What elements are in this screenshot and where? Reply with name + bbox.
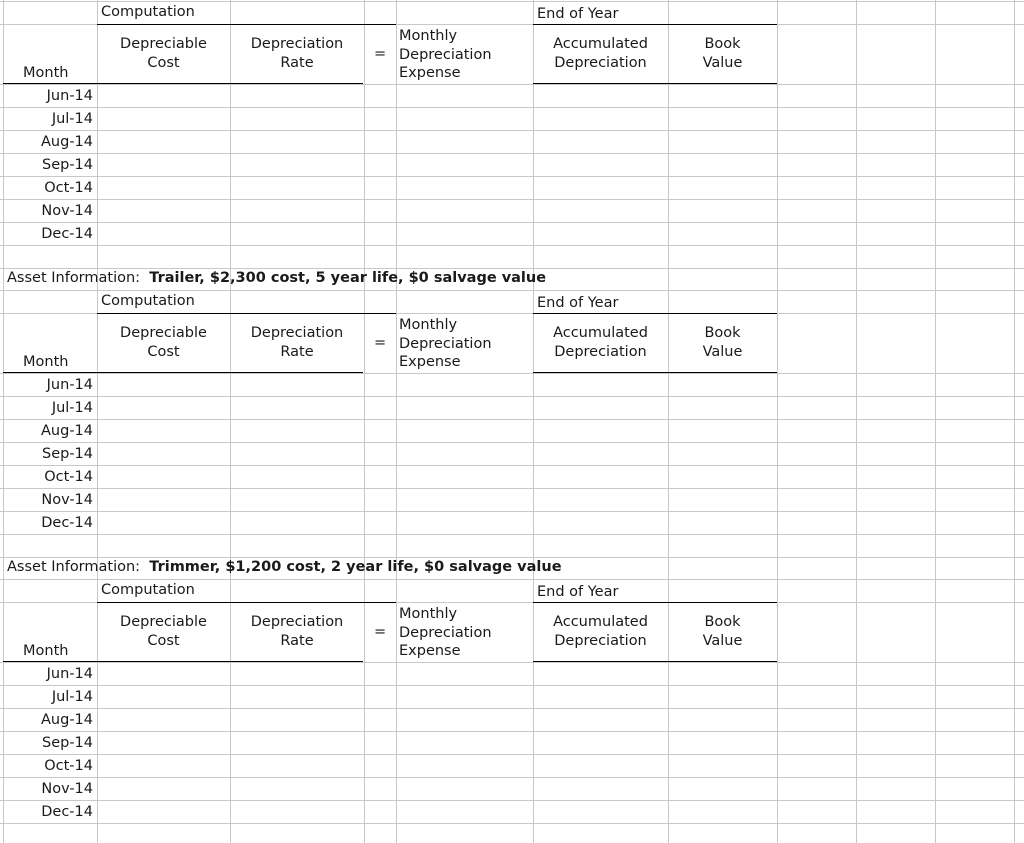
accumulated-depreciation-header: Accumulated: [553, 614, 648, 630]
month-cell: Sep-14: [41, 735, 93, 751]
header-bottom-border: [533, 83, 777, 84]
grid-row-line: [0, 579, 1024, 580]
book-value-header: Book: [704, 325, 741, 341]
grid-column-line: [935, 0, 936, 843]
asset-info-details: Trimmer, $1,200 cost, 2 year life, $0 salvage value: [149, 559, 562, 575]
grid-row-line: [0, 777, 1024, 778]
depreciable-cost-header: Cost: [147, 343, 180, 360]
month-cell: Jul-14: [51, 400, 93, 416]
month-cell: Oct-14: [44, 180, 93, 196]
grid-row-line: [0, 199, 1024, 200]
end-of-year-header: End of Year: [537, 584, 619, 600]
accumulated-depreciation-header: Accumulated: [553, 36, 648, 52]
grid-row-line: [0, 153, 1024, 154]
month-cell: Aug-14: [41, 134, 93, 150]
grid-row-line: [0, 465, 1024, 466]
grid-row-line: [0, 396, 1024, 397]
book-value-header: Value: [702, 632, 743, 649]
book-value-header: Book: [704, 36, 741, 52]
monthly-depreciation-expense-header: Monthly: [399, 317, 458, 333]
monthly-depreciation-expense-header: Expense: [399, 643, 461, 659]
grid-column-line: [777, 0, 778, 843]
grid-column-line: [533, 0, 534, 843]
month-header: Month: [23, 65, 69, 81]
depreciable-cost-header: Depreciable: [120, 325, 207, 341]
depreciation-rate-header: Depreciation: [250, 614, 344, 630]
month-cell: Jul-14: [51, 689, 93, 705]
depreciable-cost-header: Depreciable: [120, 36, 207, 52]
monthly-depreciation-expense-header: Monthly: [399, 28, 458, 44]
grid-row-line: [0, 222, 1024, 223]
grid-column-line: [1014, 0, 1015, 843]
month-cell: Oct-14: [44, 469, 93, 485]
monthly-depreciation-expense-header: Expense: [399, 354, 461, 370]
header-bottom-border: [3, 661, 363, 662]
grid-row-line: [0, 1, 1024, 2]
depreciable-cost-header: Cost: [147, 632, 180, 649]
grid-column-line: [396, 0, 397, 843]
end-of-year-header: End of Year: [537, 295, 619, 311]
month-cell: Jun-14: [46, 666, 93, 682]
equals-sign: =: [374, 624, 387, 640]
grid-row-line: [0, 245, 1024, 246]
grid-row-line: [0, 685, 1024, 686]
depreciation-rate-header: Rate: [280, 632, 314, 649]
accumulated-depreciation-header: Depreciation: [554, 632, 647, 649]
end-of-year-border: [533, 24, 777, 25]
month-cell: Aug-14: [41, 423, 93, 439]
grid-row-line: [0, 731, 1024, 732]
header-bottom-border: [533, 661, 777, 662]
asset-info-label: Asset Information:: [7, 559, 150, 575]
equals-sign: =: [374, 335, 387, 351]
asset-information: [7, 558, 562, 576]
grid-row-line: [0, 84, 1024, 85]
header-bottom-border: [3, 372, 363, 373]
month-cell: Nov-14: [41, 492, 93, 508]
grid-row-line: [0, 800, 1024, 801]
computation-header: Computation: [101, 4, 195, 20]
header-bottom-border: [533, 372, 777, 373]
book-value-header: Book: [704, 614, 741, 630]
computation-border: [97, 313, 396, 314]
depreciation-rate-header: Rate: [280, 54, 314, 71]
month-cell: Sep-14: [41, 157, 93, 173]
month-cell: Dec-14: [41, 226, 93, 242]
grid-row-line: [0, 373, 1024, 374]
monthly-depreciation-expense-header: Depreciation: [399, 624, 492, 641]
accumulated-depreciation-header: Depreciation: [554, 54, 647, 71]
equals-sign: =: [374, 46, 387, 62]
grid-row-line: [0, 754, 1024, 755]
grid-row-line: [0, 107, 1024, 108]
grid-row-line: [0, 290, 1024, 291]
month-cell: Dec-14: [41, 515, 93, 531]
end-of-year-border: [533, 602, 777, 603]
asset-info-label: Asset Information:: [7, 270, 150, 286]
grid-row-line: [0, 534, 1024, 535]
monthly-depreciation-expense-header: Monthly: [399, 606, 458, 622]
grid-row-line: [0, 708, 1024, 709]
monthly-depreciation-expense-header: Expense: [399, 65, 461, 81]
monthly-depreciation-expense-header: Depreciation: [399, 46, 492, 63]
book-value-header: Value: [702, 54, 743, 71]
asset-info-details: Trailer, $2,300 cost, 5 year life, $0 salvage value: [149, 270, 547, 286]
end-of-year-border: [533, 313, 777, 314]
grid-column-line: [364, 0, 365, 843]
book-value-header: Value: [702, 343, 743, 360]
grid-column-line: [230, 0, 231, 843]
grid-row-line: [0, 511, 1024, 512]
header-bottom-border: [3, 83, 363, 84]
month-cell: Nov-14: [41, 203, 93, 219]
month-cell: Sep-14: [41, 446, 93, 462]
depreciation-rate-header: Rate: [280, 343, 314, 360]
computation-header: Computation: [101, 293, 195, 309]
grid-row-line: [0, 130, 1024, 131]
month-cell: Dec-14: [41, 804, 93, 820]
month-cell: Jun-14: [46, 88, 93, 104]
month-cell: Nov-14: [41, 781, 93, 797]
month-cell: Jul-14: [51, 111, 93, 127]
month-cell: Aug-14: [41, 712, 93, 728]
grid-row-line: [0, 176, 1024, 177]
month-cell: Jun-14: [46, 377, 93, 393]
depreciation-rate-header: Depreciation: [250, 36, 344, 52]
monthly-depreciation-expense-header: Depreciation: [399, 335, 492, 352]
grid-column-line: [856, 0, 857, 843]
grid-row-line: [0, 488, 1024, 489]
accumulated-depreciation-header: Depreciation: [554, 343, 647, 360]
asset-information: [7, 269, 546, 287]
depreciation-rate-header: Depreciation: [250, 325, 344, 341]
accumulated-depreciation-header: Accumulated: [553, 325, 648, 341]
computation-border: [97, 602, 396, 603]
depreciable-cost-header: Depreciable: [120, 614, 207, 630]
grid-column-line: [97, 0, 98, 843]
end-of-year-header: End of Year: [537, 6, 619, 22]
computation-border: [97, 24, 396, 25]
grid-row-line: [0, 442, 1024, 443]
grid-row-line: [0, 662, 1024, 663]
computation-header: Computation: [101, 582, 195, 598]
month-header: Month: [23, 643, 69, 659]
grid-row-line: [0, 823, 1024, 824]
depreciable-cost-header: Cost: [147, 54, 180, 71]
month-header: Month: [23, 354, 69, 370]
month-cell: Oct-14: [44, 758, 93, 774]
grid-column-line: [668, 0, 669, 843]
grid-row-line: [0, 419, 1024, 420]
